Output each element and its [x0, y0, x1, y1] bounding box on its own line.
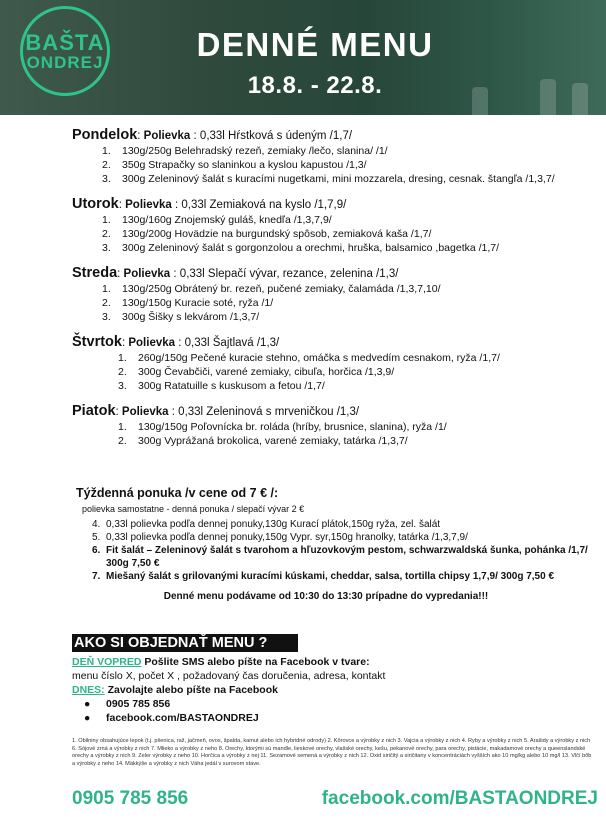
dish-text: 130g/150g Kuracie soté, ryža /1/ [122, 297, 274, 309]
footer-contacts [72, 788, 598, 810]
dish-text: 130g/150g Poľovnícka br. roláda (hríby, brusnice, slanina), ryža /1/ [138, 421, 447, 433]
dish-text: Miešaný šalát s grilovanými kuracími kúskami, cheddar, salsa, tortilla chipsy 1,7,9/ 300g 7,50 € [106, 571, 555, 582]
dish-text: Fit šalát – Zeleninový šalát s tvarohom a hľuzovkovým pestom, schwarzwaldská šunka, pohánka /1,7/ 300g 7,50 € [106, 545, 588, 569]
day-header: Štvrtok: Polievka : 0,33l Šajtlavá /1,3/ [72, 334, 280, 350]
bottle-decoration [572, 83, 588, 115]
soup-text: : 0,33l Zeleninová s mrveničkou /1,3/ [171, 406, 360, 418]
dish-list [118, 420, 592, 448]
dish-number: 3. [102, 311, 111, 323]
dish-number: 2. [118, 366, 127, 378]
day-header: Streda: Polievka : 0,33l Slepačí vývar, rezance, zelenina /1,3/ [72, 265, 399, 281]
list-item [102, 172, 592, 186]
dish-text: 130g/250g Obrátený br. rezeň, pučené zemiaky, čalamáda /1,3,7,10/ [122, 283, 441, 295]
list-item [102, 158, 592, 172]
phone-contact[interactable]: 0905 785 856 [106, 698, 171, 710]
dish-text: 0,33l polievka podľa dennej ponuky,130g Kurací plátok,150g ryža, zel. šalát [106, 519, 441, 530]
day-header: Utorok: Polievka : 0,33l Zemiaková na kyslo /1,7,9/ [72, 196, 347, 212]
dish-text: 300g Ratatuille s kuskusom a fetou /1,7/ [138, 380, 325, 392]
bottle-decoration [472, 87, 488, 115]
list-item [118, 351, 592, 365]
order-format-line: menu číslo X, počet X , požadovaný čas doručenia, adresa, kontakt [72, 670, 386, 682]
list-item [102, 310, 592, 324]
dish-text: 300g Zeleninový šalát s gorgonzolou a orechmi, hruška, balsamico ,bagetka /1,7/ [122, 242, 500, 254]
list-item [102, 282, 592, 296]
dish-number: 1. [102, 214, 111, 226]
list-item [84, 697, 592, 711]
list-item [102, 241, 592, 255]
today-line [72, 683, 592, 697]
weekly-note: polievka samostatne - denná ponuka / slepačí vývar 2 € [82, 504, 305, 514]
list-item [118, 379, 592, 393]
dish-number: 2. [102, 297, 111, 309]
dish-list [102, 282, 592, 324]
dish-number: 2. [102, 159, 111, 171]
day-before-text: Pošlite SMS alebo píšte na Facebook v tvare: [141, 656, 370, 668]
day-name: Pondelok [72, 127, 138, 143]
day-before-label: DEŇ VOPRED [72, 656, 142, 668]
logo-text-line2: ONDREJ [26, 52, 104, 72]
list-item [92, 518, 596, 531]
day-before-line [72, 655, 592, 669]
footer-facebook[interactable]: facebook.com/BASTAONDREJ [321, 788, 598, 809]
weekly-offer [76, 486, 596, 602]
list-item [102, 296, 592, 310]
dish-text: 130g/160g Znojemský guláš, knedľa /1,3,7,9/ [122, 214, 332, 226]
weekly-list [92, 518, 596, 583]
list-item [118, 365, 592, 379]
list-item [102, 227, 592, 241]
bullet-icon: ● [84, 712, 91, 724]
list-item [84, 711, 592, 725]
dish-number: 7. [92, 571, 101, 582]
soup-text: : 0,33l Hŕstková s údeným /1,7/ [193, 130, 353, 142]
logo [20, 6, 110, 96]
dish-number: 3. [102, 173, 111, 185]
soup-label: Polievka [125, 199, 172, 211]
menu-dates: 18.8. - 22.8. [247, 72, 383, 99]
dish-text: 300g Čevabčiči, varené zemiaky, cibuľa, horčica /1,3,9/ [138, 366, 395, 378]
soup-text: : 0,33l Zemiaková na kyslo /1,7,9/ [175, 199, 347, 211]
bullet-icon: ● [84, 698, 91, 710]
serving-hours-notice: Denné menu podávame od 10:30 do 13:30 prípadne do vypredania!!! [163, 591, 489, 602]
list-item [92, 531, 596, 544]
header-banner [0, 0, 606, 115]
dish-number: 5. [92, 532, 101, 543]
today-text: Zavolajte alebo píšte na Facebook [104, 684, 278, 696]
order-instructions [72, 655, 592, 725]
contact-list [84, 697, 592, 725]
today-label: DNES: [72, 684, 105, 696]
list-item [118, 434, 592, 448]
bottle-decoration [540, 79, 556, 115]
day-name: Utorok [72, 196, 119, 212]
dish-text: 130g/200g Hovädzie na burgundský spôsob, zemiaková kaša /1,7/ [122, 228, 432, 240]
dish-number: 3. [102, 242, 111, 254]
soup-label: Polievka [143, 130, 191, 142]
soup-text: : 0,33l Šajtlavá /1,3/ [178, 337, 280, 349]
day-name: Piatok [72, 403, 116, 419]
dish-number: 1. [118, 421, 127, 433]
dish-number: 6. [92, 545, 101, 556]
day-header: Pondelok: Polievka : 0,33l Hŕstková s údeným /1,7/ [72, 127, 353, 143]
day-name: Štvrtok [72, 334, 122, 350]
dish-number: 1. [118, 352, 127, 364]
dish-text: 260g/150g Pečené kuracie stehno, omáčka s medvedím cesnakom, ryža /1,7/ [138, 352, 500, 364]
dish-text: 300g Šišky s lekvárom /1,3,7/ [122, 311, 260, 323]
soup-label: Polievka [128, 337, 176, 349]
dish-text: 300g Zeleninový šalát s kuracími nugetkami, mini mozzarela, dresing, cesnak. štangľa /1,3,7/ [122, 173, 555, 185]
logo-text-line1: BAŠTA [25, 29, 105, 55]
page-title: DENNÉ MENU [196, 26, 434, 63]
dish-list [118, 351, 592, 393]
dish-text: 350g Strapačky so slaninkou a kyslou kapustou /1,3/ [122, 159, 367, 171]
soup-text: : 0,33l Slepačí vývar, rezance, zelenina /1,3/ [173, 268, 399, 280]
facebook-contact[interactable]: facebook.com/BASTAONDREJ [106, 712, 259, 724]
dish-text: 130g/250g Belehradský rezeň, zemiaky /lečo, slanina/ /1/ [122, 145, 388, 157]
list-item [92, 570, 596, 583]
dish-text: 300g Vyprážaná brokolica, varené zemiaky, tatárka /1,3,7/ [138, 435, 408, 447]
list-item [118, 420, 592, 434]
dish-number: 2. [118, 435, 127, 447]
day-header: Piatok: Polievka : 0,33l Zeleninová s mrveničkou /1,3/ [72, 403, 360, 419]
soup-label: Polievka [123, 268, 171, 280]
daily-menu [72, 128, 592, 459]
day-tuesday [72, 197, 592, 255]
dish-number: 4. [92, 519, 101, 530]
list-item [102, 144, 592, 158]
day-friday [72, 404, 592, 448]
day-thursday [72, 335, 592, 393]
dish-text: 0,33l polievka podľa dennej ponuky,150g Vypr. syr,150g hranolky, tatárka /1,3,7,9/ [106, 532, 468, 543]
soup-label: Polievka [121, 406, 169, 418]
day-wednesday [72, 266, 592, 324]
list-item [92, 544, 596, 570]
dish-number: 3. [118, 380, 127, 392]
dish-list [102, 213, 592, 255]
weekly-title: Týždenná ponuka /v cene od 7 € /: [76, 486, 279, 500]
allergen-legend: 1. Obilniny obsahujúce lepok (t.j. pšenica, raž, jačmeň, ovos, špalda, kamut alebo ich hybridné odrody) 2. Kôrovce a výrobky z nich 3. Vajcia a výrobky z nich 4. Ryby a výrobky z nich 5. Arašidy a výrobky z nich 6. Sójové zrná a výrobky z nich 7. Mlieko a výrobky z neho 8. Orechy, ktorými sú mandle, lieskové orechy, vlašské orechy, kešu, pekanové orechy, para orechy, pistácie, makadamové orechy a queenslandské orechy a výrobky z nich 9. Zeler výrobky z neho 10. Horčica a výrobky z nej 11. Sezamové semená a výrobky z nich 12. Oxid siričitý a siričitany v koncentráciách vyšších ako 10 mg/kg alebo 10 mg/l 13. Vlčí bôb a výrobky z neho 14. Mäkkýše a výrobky z nich Váha jedál v surovom stave. [72, 738, 592, 767]
day-name: Streda [72, 265, 118, 281]
dish-number: 2. [102, 228, 111, 240]
dish-number: 1. [102, 283, 111, 295]
order-heading: AKO SI OBJEDNAŤ MENU ? [72, 634, 298, 652]
dish-list [102, 144, 592, 186]
list-item [102, 213, 592, 227]
footer-phone[interactable]: 0905 785 856 [72, 788, 189, 809]
day-monday [72, 128, 592, 186]
dish-number: 1. [102, 145, 111, 157]
